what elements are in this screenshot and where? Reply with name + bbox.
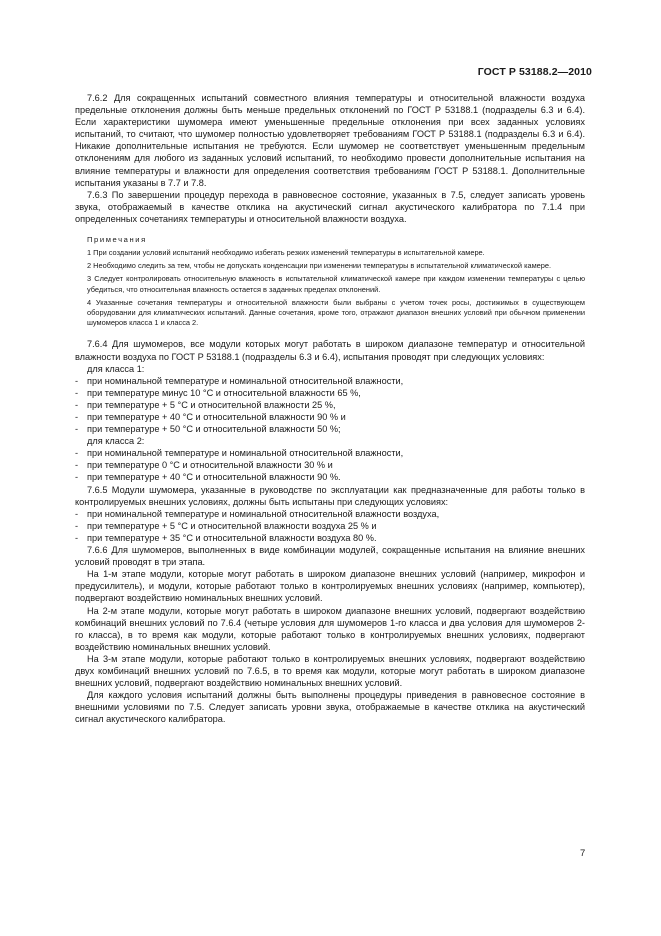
list-item: - при температуре + 5 °С и относительной влажности воздуха 25 % и bbox=[75, 520, 377, 531]
list-item: - при номинальной температуре и номинальной относительной влажности, bbox=[75, 375, 404, 386]
paragraph-stage-3: На 3-м этапе модули, которые работают только в контролируемых внешних условиях, подвергают воздействию двух комбинаций внешних условий по 7.6.5, в то время как модули, которые могут работать в широком диапазоне внешних условий, подвергают воздействию номинальных внешних условий. bbox=[75, 653, 585, 689]
paragraph-7-6-4: 7.6.4 Для шумомеров, все модули которых могут работать в широком диапазоне температур и относительной влажности воздуха по ГОСТ Р 53188.1 (подразделы 6.3 и 6.4), испытания проводят при следующих условиях: bbox=[75, 339, 585, 362]
paragraph-final: Для каждого условия испытаний должны быть выполнены процедуры приведения в равновесное состояние в внешними условиями по 7.5. Следует записать уровни звука, отображаемые в качестве отклика на акустический сигнал акустического калибратора. bbox=[75, 690, 585, 725]
list-item: - при температуре + 5 °С и относительной влажности 25 %, bbox=[75, 399, 336, 410]
class-2-label: для класса 2: bbox=[87, 436, 145, 447]
list-item: - при температуре минус 10 °С и относительной влажности 65 %, bbox=[75, 387, 361, 398]
paragraph-7-6-3: 7.6.3 По завершении процедур перехода в равновесное состояние, указанных в 7.5, следует записать уровень звука, отображаемый в качестве отклика на акустический сигнал акустического калибратора по 7.1.4 при определенных сочетаниях температуры и относительной влажности воздуха. bbox=[75, 189, 585, 224]
note-item: 1 При создании условий испытаний необходимо избегать резких изменений температуры в испытательной камере. bbox=[87, 248, 485, 258]
paragraph-7-6-2: 7.6.2 Для сокращенных испытаний совместного влияния температуры и относительной влажности воздуха предельные отклонения должны быть меньше предельных отклонений по ГОСТ Р 53188.1 (подразделы 6.3 и 6.4). Если характеристики шумомера имеют уменьшенные предельные отклонения при всех заданных условиях испытаний, то считают, что шумомер полностью удовлетворяет требованиям ГОСТ Р 53188.1 (подразделы 6.3 и 6.4). Никакие дополнительные испытания не требуются. Если шумомер не соответствует уменьшенным предельным отклонениям для любого из заданных условий испытаний, то необходимо провести дополнительные испытания на влияние температуры и влажности для определения соответствия требованиям ГОСТ Р 53188.1. Дополнительные испытания указаны в 7.7 и 7.8. bbox=[75, 93, 585, 188]
list-item: - при температуре 0 °С и относительной влажности 30 % и bbox=[75, 460, 333, 471]
paragraph-stage-2: На 2-м этапе модули, которые могут работать в широком диапазоне внешних условий, подвергают воздействию комбинаций внешних условий по 7.6.4 (четыре условия для шумомеров 1-го класса и два условия для шумомеров 2-го класса), в то время как модули, которые работают только в контролируемых внешних условиях, подвергают воздействию номинальных внешних условий. bbox=[75, 605, 585, 652]
note-item: 2 Необходимо следить за тем, чтобы не допускать конденсации при изменении температуры в испытательной климатической камере. bbox=[87, 261, 552, 271]
list-item: - при температуре + 35 °С и относительной влажности воздуха 80 %. bbox=[75, 532, 377, 543]
document-code-header: ГОСТ Р 53188.2—2010 bbox=[477, 66, 592, 78]
page-body bbox=[75, 92, 585, 725]
list-item: - при номинальной температуре и номинальной относительной влажности воздуха, bbox=[75, 508, 440, 519]
list-item: - при температуре + 40 °С и относительной влажности 90 %. bbox=[75, 472, 341, 483]
note-item: 3 Следует контролировать относительную влажность в испытательной климатической камере при каждом изменении температуры с целью убедиться, что относительная влажность остается в заданных пределах отклонений. bbox=[87, 274, 585, 294]
list-item: - при температуре + 50 °С и относительной влажности 50 %; bbox=[75, 424, 341, 435]
paragraph-7-6-6: 7.6.6 Для шумомеров, выполненных в виде комбинации модулей, сокращенные испытания на влияние внешних условий проводят в три этапа. bbox=[75, 545, 585, 568]
notes-block bbox=[75, 235, 585, 328]
note-item: 4 Указанные сочетания температуры и относительной влажности были выбраны с учетом точек росы, достижимых в существующем оборудовании для климатических испытаний. Данные сочетания, кроме того, отражают диапазон внешних условий при обычном применении шумомеров класса 1 и класса 2. bbox=[87, 297, 585, 328]
class-1-label: для класса 1: bbox=[87, 363, 145, 374]
notes-title: Примечания bbox=[87, 235, 147, 245]
list-item: - при температуре + 40 °С и относительной влажности 90 % и bbox=[75, 412, 346, 423]
paragraph-7-6-5: 7.6.5 Модули шумомера, указанные в руководстве по эксплуатации как предназначенные для работы только в контролируемых внешних условиях, должны быть испытаны при следующих условиях: bbox=[75, 484, 585, 507]
list-item: - при номинальной температуре и номинальной относительной влажности, bbox=[75, 448, 404, 459]
paragraph-stage-1: На 1-м этапе модули, которые могут работать в широком диапазоне внешних условий (например, микрофон и предусилитель), и модули, которые работают только в контролируемых внешних условиях (например, компьютер), подвергают воздействию номинальных внешних условий. bbox=[75, 569, 585, 604]
page-number: 7 bbox=[580, 848, 586, 859]
